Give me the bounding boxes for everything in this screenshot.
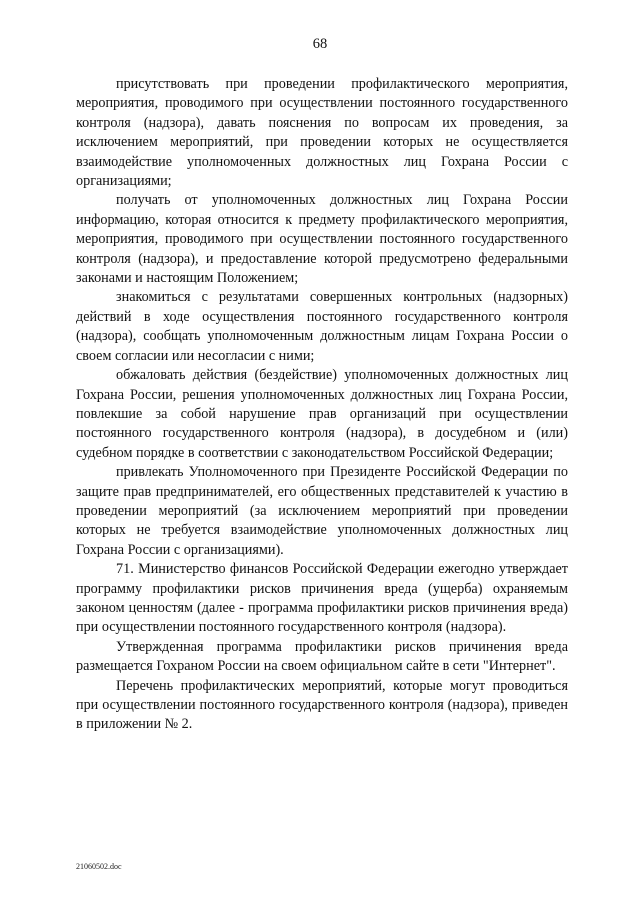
file-footer: 21060502.doc xyxy=(76,862,122,871)
paragraph-measures-list: Перечень профилактических мероприятий, которые могут проводиться при осуществлении постоянного государственного контроля (надзора), приведен в приложении № 2. xyxy=(76,677,568,733)
paragraph-right-review-results: знакомиться с результатами совершенных контрольных (надзорных) действий в ходе осуществления постоянного государственного контроля (надзора), сообщать уполномоченным должностным лицам Гохрана России о своем согласии или несогласии с ними; xyxy=(76,289,568,364)
page-number: 68 xyxy=(312,36,328,52)
paragraph-right-appeal: обжаловать действия (бездействие) уполномоченных должностных лиц Гохрана России, решения уполномоченных должностных лиц Гохрана России, повлекшие за собой нарушение прав организаций при осуществлении постоянного государственного контроля (надзора), в досудебном и (или) судебном порядке в соответствии с законодательством Российской Федерации; xyxy=(76,367,568,461)
paragraph-71-program: 71. Министерство финансов Российской Федерации ежегодно утверждает программу профилактики рисков причинения вреда (ущерба) охраняемым законом ценностям (далее - программа профилактики рисков причинения вреда) при осуществлении постоянного государственного контроля (надзора). xyxy=(76,561,568,636)
document-body xyxy=(76,75,568,735)
paragraph-right-receive-info: получать от уполномоченных должностных лиц Гохрана России информацию, которая относится к предмету профилактического мероприятия, мероприятия, проводимого при осуществлении постоянного государственного контроля (надзора), и предоставление которой предусмотрено федеральными законами и настоящим Положением; xyxy=(76,192,568,287)
paragraph-program-published: Утвержденная программа профилактики рисков причинения вреда размещается Гохраном России на своем официальном сайте в сети "Интернет". xyxy=(76,638,568,675)
paragraph-right-ombudsman: привлекать Уполномоченного при Президенте Российской Федерации по защите прав предпринимателей, его общественных представителей к участию в проведении мероприятий (за исключением мероприятий при проведении которых не требуется взаимодействие уполномоченных должностных лиц Гохрана России с организациями). xyxy=(76,464,568,558)
paragraph-right-attend: присутствовать при проведении профилактического мероприятия, мероприятия, проводимого при осуществлении постоянного государственного контроля (надзора), давать пояснения по вопросам их проведения, за исключением мероприятий, при проведении которых не осуществляется взаимодействие уполномоченных должностных лиц Гохрана России с организациями; xyxy=(76,76,568,190)
